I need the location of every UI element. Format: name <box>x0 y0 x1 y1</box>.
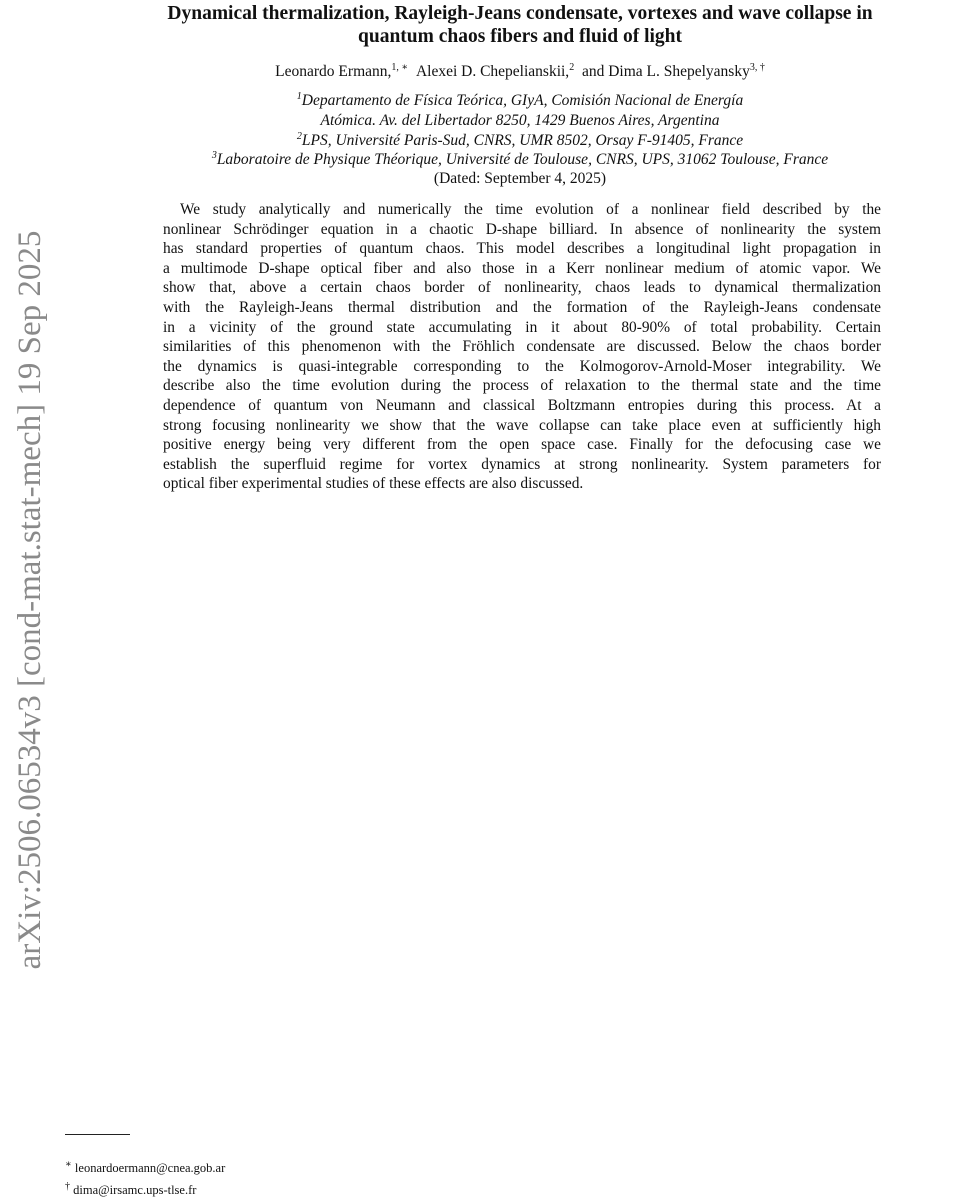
date-line: (Dated: September 4, 2025) <box>433 170 607 187</box>
footnote-email: dima@irsamc.ups-tlse.fr <box>73 1183 197 1197</box>
arxiv-identifier-stamp: arXiv:2506.06534v3 [cond-mat.stat-mech] 19 Sep 2025 <box>12 230 48 970</box>
abstract-line: describe also the time evolution during the process of relaxation to the thermal state and the time <box>163 377 881 395</box>
affil-mark: 3 <box>211 149 217 161</box>
affiliation-text: LPS, Université Paris-Sud, CNRS, UMR 8502, Orsay F-91405, France <box>301 132 744 149</box>
footnote <box>65 1180 197 1198</box>
affiliation <box>60 151 969 169</box>
author-affil-mark: 1, ∗ <box>391 61 409 73</box>
author-affil-mark: 3, † <box>749 61 765 73</box>
author-name: and Dima L. Shepelyansky <box>581 63 750 80</box>
abstract-line: optical fiber experimental studies of these effects are also discussed. <box>163 475 584 493</box>
abstract-line: establish the superfluid regime for vortex dynamics at strong nonlinearity. System parameters for <box>163 455 881 473</box>
abstract-line: show that, above a certain chaos border of nonlinearity, chaos leads to dynamical thermalization <box>163 279 881 297</box>
affiliation <box>60 112 969 130</box>
affiliation <box>60 132 969 150</box>
affil-mark: 1 <box>296 90 302 102</box>
footnote-mark: † <box>65 1180 70 1192</box>
abstract-line: a multimode D-shape optical fiber and also those in a Kerr nonlinear medium of atomic vapor. We <box>163 259 881 277</box>
author-name: Leonardo Ermann, <box>275 63 392 80</box>
abstract-line: with the Rayleigh-Jeans thermal distribution and the formation of the Rayleigh-Jeans condensate <box>163 299 881 316</box>
footnote-email: leonardoermann@cnea.gob.ar <box>74 1161 226 1175</box>
footnote-rule <box>65 1134 130 1135</box>
abstract-line: similarities of this phenomenon with the Fröhlich condensate are discussed. Below the chaos border <box>163 338 881 356</box>
author-name: Alexei D. Chepelianskii, <box>415 63 570 80</box>
footnote <box>65 1158 226 1176</box>
abstract-line: has standard properties of quantum chaos. This model describes a longitudinal light propagation in <box>163 240 881 258</box>
abstract-line: strong focusing nonlinearity we show that the wave collapse can take place even at sufficiently high <box>163 416 881 434</box>
affiliation-text: Laboratoire de Physique Théorique, Université de Toulouse, CNRS, UPS, 31062 Toulouse, France <box>216 151 829 168</box>
affil-mark: 2 <box>296 130 302 142</box>
paper-title-line-1: Dynamical thermalization, Rayleigh-Jeans condensate, vortexes and wave collapse in <box>167 3 873 24</box>
abstract-line: nonlinear Schrödinger equation in a chaotic D-shape billiard. In absence of nonlinearity the system <box>163 220 881 238</box>
author-affil-mark: 2 <box>569 61 575 73</box>
abstract-line: the dynamics is quasi-integrable corresponding to the Kolmogorov-Arnold-Moser integrability. We <box>163 357 881 375</box>
paper-title-line-2: quantum chaos fibers and fluid of light <box>358 26 682 47</box>
affiliation-text: Atómica. Av. del Libertador 8250, 1429 Buenos Aires, Argentina <box>320 112 720 129</box>
abstract-line: We study analytically and numerically the time evolution of a nonlinear field described by the <box>180 201 881 218</box>
affiliation-text: Departamento de Física Teórica, GIyA, Comisión Nacional de Energía <box>301 92 744 109</box>
abstract-line: in a vicinity of the ground state accumulating in it about 80-90% of total probability. Certain <box>163 318 881 336</box>
affiliation <box>60 92 969 110</box>
abstract-line: dependence of quantum von Neumann and classical Boltzmann entropies during this process. At a <box>163 397 881 414</box>
author-list <box>60 63 969 81</box>
abstract-line: positive energy being very different from the open space case. Finally for the defocusing case we <box>163 436 881 454</box>
footnote-mark: ∗ <box>65 1158 72 1170</box>
